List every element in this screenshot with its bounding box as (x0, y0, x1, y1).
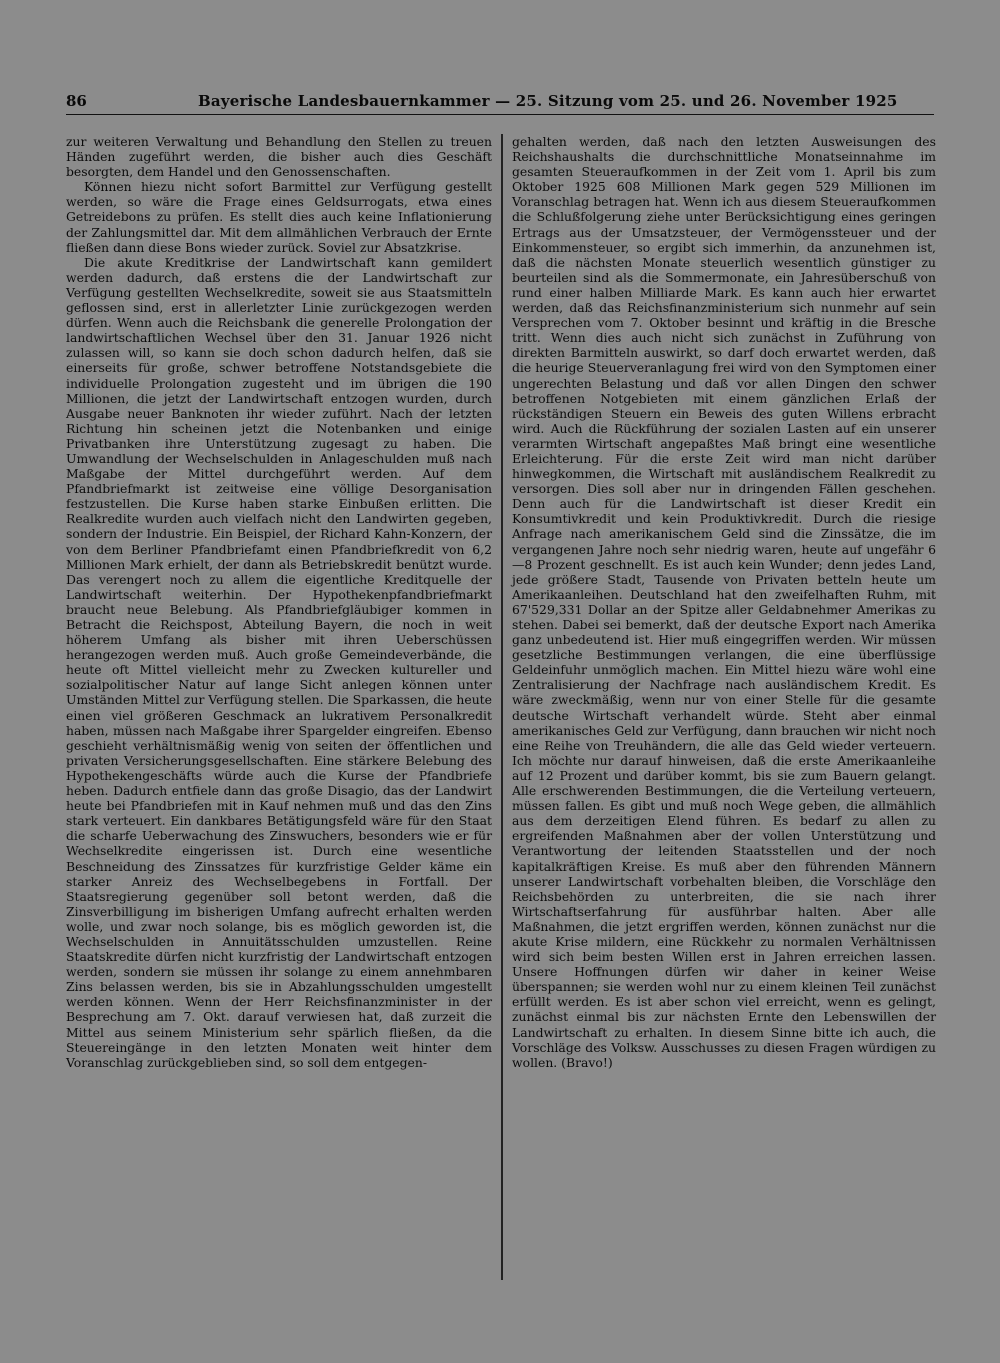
paragraph: Die akute Kreditkrise der Landwirtschaft kann gemildert werden dadurch, daß erstens die der Landwirtschaft zur Verfügung gestellten Wechselkredite, soweit sie aus Staatsmitteln geflossen sind, erst in allerletzter Linie zurückgezogen werden dürfen. Wenn auch die Reichsbank die generelle Prolongation der landwirtschaftlichen Wechsel über den 31. Januar 1926 nicht zulassen will, so kann sie doch schon dadurch helfen, daß sie einerseits für große, schwer betroffene Notstandsgebiete die individuelle Prolongation zugesteht und im übrigen die 190 Millionen, die jetzt der Landwirtschaft entzogen wurden, durch Ausgabe neuer Banknoten ihr wieder zuführt. Nach der letzten Richtung hin scheinen jetzt die Notenbanken und einige Privatbanken ihre Unterstützung zugesagt zu haben. Die Umwandlung der Wechselschulden in Anlageschulden muß nach Maßgabe der Mittel durchgeführt werden. Auf dem Pfandbriefmarkt ist zeitweise eine völlige Desorganisation festzustellen. Die Kurse haben starke Einbußen erlitten. Die Realkredite wurden auch vielfach nicht den Landwirten gegeben, sondern der Industrie. Ein Beispiel, der Richard Kahn-Konzern, der von dem Berliner Pfandbriefamt einen Pfandbriefkredit von 6,2 Millionen Mark erhielt, der dann als Betriebskredit benützt wurde. Das verengert noch zu allem die eigentliche Kreditquelle der Landwirtschaft weiterhin. Der Hypothekenpfandbriefmarkt braucht neue Belebung. Als Pfandbriefgläubiger kommen in Betracht die Reichspost, Abteilung Bayern, die noch in weit höherem Umfang als bisher mit ihren Ueberschüssen herangezogen werden muß. Auch große Gemeindeverbände, die heute oft Mittel vielleicht mehr zu Zwecken kultureller und sozialpolitischer Natur auf lange Sicht anlegen können unter Umständen Mittel zur Verfügung stellen. Die Sparkassen, die heute einen viel größeren Geschmack an lukrativem Personalkredit haben, müssen nach Maßgabe ihrer Spargelder eingreifen. Ebenso geschieht verhältnismäßig wenig von seiten der öffentlichen und privaten Versicherungsgesellschaften. Eine stärkere Belebung des Hypothekengeschäfts würde auch die Kurse der Pfandbriefe heben. Dadurch entfiele dann das große Disagio, das der Landwirt heute bei Pfandbriefen mit in Kauf nehmen muß und das den Zins stark verteuert. Ein dankbares Betätigungsfeld wäre für den Staat die scharfe Ueberwachung des Zinswuchers, besonders wie er für Wechselkredite eingerissen ist. Durch eine wesentliche Beschneidung des Zinssatzes für kurzfristige Gelder käme ein starker Anreiz des Wechselbegebens in Fortfall. Der Staatsregierung gegenüber soll betont werden, daß die Zinsverbilligung im bisherigen Umfang aufrecht erhalten werden wolle, und zwar noch solange, bis es möglich geworden ist, die Wechselschulden in Annuitätsschulden umzustellen. Reine Staatskredite dürfen nicht kurzfristig der Landwirtschaft entzogen werden, sondern sie müssen ihr solange zu einem annehmbaren Zins belassen werden, bis sie in Abzahlungsschulden umgestellt werden können. Wenn der Herr Reichsfinanzminister in der Besprechung am 7. Okt. darauf verwiesen hat, daß zurzeit die Mittel aus seinem Ministerium sehr spärlich fließen, da die Steuereingänge in den letzten Monaten weit hinter dem Voranschlag zurückgeblieben sind, so soll dem entgegen- (66, 254, 492, 1070)
paragraph: Können hiezu nicht sofort Barmittel zur Verfügung gestellt werden, so wäre die Frage eines Geldsurrogats, etwa eines Getreidebons zu prüfen. Es stellt dies auch keine Inflationierung der Zahlungsmittel dar. Mit dem allmählichen Verbrauch der Ernte fließen dann diese Bons wieder zurück. Soviel zur Absatzkrise. (66, 179, 492, 255)
column-divider (501, 134, 503, 1280)
paragraph: zur weiteren Verwaltung und Behandlung den Stellen zu treuen Händen zugeführt werden, die bisher auch dies Geschäft besorgten, dem Handel und den Genossenschaften. (66, 134, 492, 180)
page-header (66, 92, 934, 115)
paragraph: gehalten werden, daß nach den letzten Ausweisungen des Reichshaushalts die durchschnittliche Monatseinnahme im gesamten Steueraufkommen in der Zeit vom 1. April bis zum Oktober 1925 608 Millionen Mark gegen 529 Millionen im Voranschlag betragen hat. Wenn ich aus diesem Steueraufkommen die Schlußfolgerung ziehe unter Berücksichtigung eines geringen Ertrags aus der Umsatzsteuer, der Vermögenssteuer und der Einkommensteuer, so ergibt sich immerhin, da anzunehmen ist, daß die nächsten Monate steuerlich wesentlich günstiger zu beurteilen sind als die Sommermonate, ein Jahresüberschuß von rund einer halben Milliarde Mark. Es kann auch hier erwartet werden, daß das Reichsfinanzministerium sich nunmehr auf sein Versprechen vom 7. Oktober besinnt und kräftig in die Bresche tritt. Wenn dies auch nicht sich zunächst in Zuführung von direkten Barmitteln auswirkt, so darf doch erwartet werden, daß die heurige Steuerveranlagung frei wird von den Symptomen einer ungerechten Belastung und daß vor allen Dingen den schwer betroffenen Notgebieten mit einem gänzlichen Erlaß der rückständigen Steuern ein Beweis des guten Willens erbracht wird. Auch die Rückführung der sozialen Lasten auf ein unserer verarmten Wirtschaft angepaßtes Maß bringt eine wesentliche Erleichterung. Für die erste Zeit wird man nicht darüber hinwegkommen, die Wirtschaft mit ausländischem Realkredit zu versorgen. Dies soll aber nur in dringenden Fällen geschehen. Denn auch für die Landwirtschaft ist dieser Kredit ein Konsumtivkredit und kein Produktivkredit. Durch die riesige Anfrage nach amerikanischem Geld sind die Zinssätze, die im vergangenen Jahre noch sehr niedrig waren, heute auf ungefähr 6—8 Prozent geschnellt. Es ist auch kein Wunder; denn jedes Land, jede größere Stadt, Tausende von Privaten betteln heute um Amerikaanleihen. Deutschland hat den zweifelhaften Ruhm, mit 67'529,331 Dollar an der Spitze aller Geldabnehmer Amerikas zu stehen. Dabei sei bemerkt, daß der deutsche Export nach Amerika ganz unbedeutend ist. Hier muß eingegriffen werden. Wir müssen gesetzliche Bestimmungen verlangen, die eine überflüssige Geldeinfuhr unmöglich machen. Ein Mittel hiezu wäre wohl eine Zentralisierung der Nachfrage nach ausländischem Kredit. Es wäre zweckmäßig, wenn nur von einer Stelle für die gesamte deutsche Wirtschaft verhandelt würde. Steht aber einmal amerikanisches Geld zur Verfügung, dann brauchen wir nicht noch eine Reihe von Treuhändern, die alle das Geld wieder verteuern. Ich möchte nur darauf hinweisen, daß die erste Amerikaanleihe auf 12 Prozent und darüber kommt, bis sie zum Bauern gelangt. Alle erschwerenden Bestimmungen, die die Verteilung verteuern, müssen fallen. Es gibt und muß noch Wege geben, die allmählich aus dem derzeitigen Elend führen. Es bedarf zu allen zu ergreifenden Maßnahmen aber der vollen Unterstützung und Verantwortung der leitenden Staatsstellen und der noch kapitalkräftigen Kreise. Es muß aber den führenden Männern unserer Landwirtschaft vorbehalten bleiben, die Vorschläge den Reichsbehörden zu unterbreiten, die sie nach ihrer Wirtschaftserfahrung für ausführbar halten. Aber alle Maßnahmen, die jetzt ergriffen werden, können zunächst nur die akute Krise mildern, eine Rückkehr zu normalen Verhältnissen wird sich beim besten Willen erst in Jahren erreichen lassen. Unsere Hoffnungen dürfen wir daher in keiner Weise überspannen; sie werden wohl nur zu einem kleinen Teil zunächst erfüllt werden. Es ist aber schon viel erreicht, wenn es gelingt, zunächst einmal bis zur nächsten Ernte den Lebenswillen der Landwirtschaft zu erhalten. In diesem Sinne bitte ich auch, die Vorschläge des Volksw. Ausschusses zu diesen Fragen würdigen zu wollen. (Bravo!) (512, 134, 936, 1070)
right-column (512, 134, 936, 1070)
left-column (66, 134, 492, 1070)
running-title: Bayerische Landesbauernkammer — 25. Sitzung vom 25. und 26. November 1925 (198, 92, 898, 110)
page-number: 86 (66, 92, 87, 110)
